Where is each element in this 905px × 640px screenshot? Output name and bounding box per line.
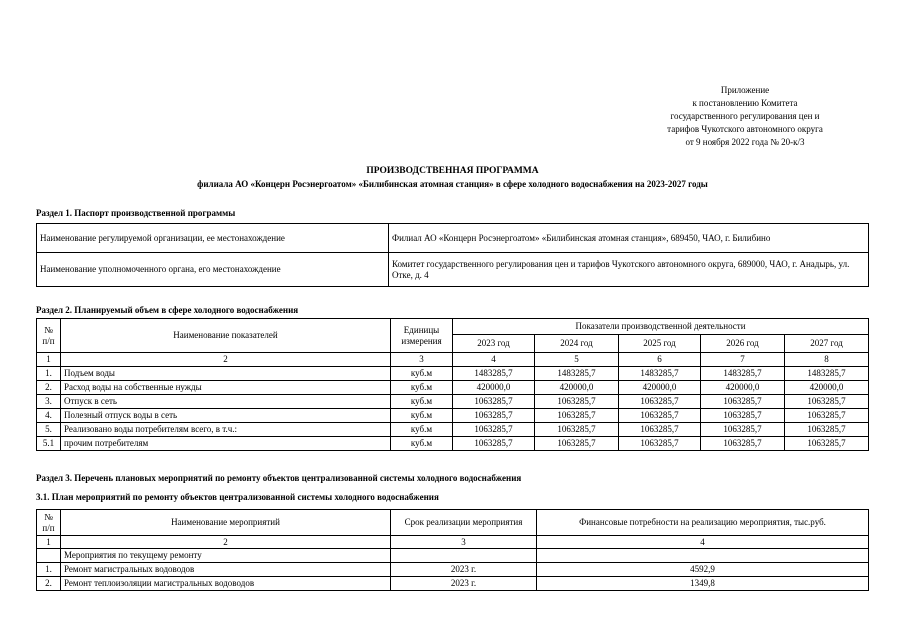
col-number: 4 (537, 536, 869, 549)
col-number: 4 (453, 353, 535, 367)
empty-cell (391, 549, 537, 563)
value-cell: 1063285,7 (619, 423, 701, 437)
unit-cell: куб.м (391, 367, 453, 381)
value-cell: 1063285,7 (785, 437, 869, 451)
finance-cell: 1349,8 (537, 577, 869, 591)
value-cell: 1063285,7 (453, 423, 535, 437)
column-number-row (37, 536, 869, 549)
year-header: 2026 год (701, 335, 785, 353)
column-number-row (37, 353, 869, 367)
table-row (37, 409, 869, 423)
appendix-line: Приложение (720, 85, 770, 95)
value-cell: 1063285,7 (453, 437, 535, 451)
row-number: 1. (37, 367, 61, 381)
unit-cell: куб.м (391, 381, 453, 395)
group-row (37, 549, 869, 563)
col-number: 5 (535, 353, 619, 367)
col-number: 7 (701, 353, 785, 367)
value-cell: 1063285,7 (785, 423, 869, 437)
row-number: 2. (37, 577, 61, 591)
document-subtitle: филиала АО «Концерн Росэнергоатом» «Билибинская атомная станция» в сфере холодного водоснабжения на 2023-2027 годы (197, 179, 708, 189)
unit-cell: куб.м (391, 437, 453, 451)
value-cell: 420000,0 (535, 381, 619, 395)
col-number: 1 (37, 353, 61, 367)
measure-name: Ремонт магистральных водоводов (61, 563, 391, 577)
passport-value: Филиал АО «Концерн Росэнергоатом» «Билибинская атомная станция», 689450, ЧАО, г. Билибино (389, 224, 869, 253)
appendix-line: государственного регулирования цен и (670, 111, 820, 121)
value-cell: 1063285,7 (785, 395, 869, 409)
indicator-name: Расход воды на собственные нужды (61, 381, 391, 395)
value-cell: 1483285,7 (619, 367, 701, 381)
row-number: 4. (37, 409, 61, 423)
value-cell: 1483285,7 (535, 367, 619, 381)
col-number: 2 (61, 536, 391, 549)
value-cell: 1063285,7 (453, 409, 535, 423)
value-cell: 420000,0 (453, 381, 535, 395)
table-row (37, 395, 869, 409)
section2-heading: Раздел 2. Планируемый объем в сфере холодного водоснабжения (36, 305, 299, 315)
section3-subheading: 3.1. План мероприятий по ремонту объектов централизованной системы холодного водоснабжения (36, 492, 439, 502)
table-row (37, 563, 869, 577)
value-cell: 1063285,7 (535, 437, 619, 451)
unit-cell: куб.м (391, 395, 453, 409)
col-number: 3 (391, 353, 453, 367)
col-name-header: Наименование показателей (61, 319, 391, 353)
period-cell: 2023 г. (391, 563, 537, 577)
section1-heading: Раздел 1. Паспорт производственной программы (36, 208, 236, 218)
table-header-row (37, 510, 869, 536)
appendix-note (600, 84, 890, 149)
passport-label: Наименование уполномоченного органа, его местонахождение (37, 253, 389, 287)
row-number: 2. (37, 381, 61, 395)
passport-label: Наименование регулируемой организации, ее местонахождение (37, 224, 389, 253)
table-row (37, 381, 869, 395)
col-num-header: № п/п (37, 510, 61, 536)
row-number: 1. (37, 563, 61, 577)
passport-value: Комитет государственного регулирования цен и тарифов Чукотского автономного округа, 689000, ЧАО, г. Анадырь, ул. Отке, д. 4 (389, 253, 869, 287)
year-header: 2027 год (785, 335, 869, 353)
col-unit-header: Единицы измерения (391, 319, 453, 353)
value-cell: 1483285,7 (785, 367, 869, 381)
value-cell: 1063285,7 (701, 409, 785, 423)
value-cell: 1063285,7 (701, 423, 785, 437)
unit-cell: куб.м (391, 423, 453, 437)
measures-table (36, 509, 869, 591)
value-cell: 1063285,7 (619, 395, 701, 409)
col-group-header: Показатели производственной деятельности (453, 319, 869, 335)
row-number: 5.1 (37, 437, 61, 451)
measure-name: Ремонт теплоизоляции магистральных водоводов (61, 577, 391, 591)
col-period-header: Срок реализации мероприятия (391, 510, 537, 536)
empty-cell (537, 549, 869, 563)
table-row (37, 253, 869, 287)
value-cell: 1063285,7 (535, 409, 619, 423)
col-number: 1 (37, 536, 61, 549)
appendix-line: к постановлению Комитета (692, 98, 798, 108)
value-cell: 1483285,7 (453, 367, 535, 381)
value-cell: 1063285,7 (535, 423, 619, 437)
value-cell: 420000,0 (785, 381, 869, 395)
col-finance-header: Финансовые потребности на реализацию мероприятия, тыс.руб. (537, 510, 869, 536)
value-cell: 1063285,7 (701, 395, 785, 409)
value-cell: 1063285,7 (535, 395, 619, 409)
group-num-cell (37, 549, 61, 563)
value-cell: 420000,0 (701, 381, 785, 395)
document-title: ПРОИЗВОДСТВЕННАЯ ПРОГРАММА (366, 166, 539, 176)
table-row (37, 437, 869, 451)
value-cell: 420000,0 (619, 381, 701, 395)
value-cell: 1063285,7 (785, 409, 869, 423)
col-num-header: № п/п (37, 319, 61, 353)
passport-table (36, 223, 869, 287)
section3-heading: Раздел 3. Перечень плановых мероприятий по ремонту объектов централизованной системы холодного водоснабжения (36, 473, 522, 483)
volume-table (36, 318, 869, 451)
appendix-line: от 9 ноября 2022 года № 20-к/3 (685, 137, 805, 147)
col-number: 6 (619, 353, 701, 367)
col-number: 2 (61, 353, 391, 367)
value-cell: 1063285,7 (701, 437, 785, 451)
indicator-name: Полезный отпуск воды в сеть (61, 409, 391, 423)
year-header: 2025 год (619, 335, 701, 353)
table-row (37, 577, 869, 591)
table-row (37, 423, 869, 437)
period-cell: 2023 г. (391, 577, 537, 591)
year-header: 2024 год (535, 335, 619, 353)
value-cell: 1483285,7 (701, 367, 785, 381)
indicator-name: Реализовано воды потребителям всего, в т.ч.: (61, 423, 391, 437)
indicator-name: Подъем воды (61, 367, 391, 381)
indicator-name: Отпуск в сеть (61, 395, 391, 409)
value-cell: 1063285,7 (619, 437, 701, 451)
unit-cell: куб.м (391, 409, 453, 423)
col-number: 3 (391, 536, 537, 549)
value-cell: 1063285,7 (619, 409, 701, 423)
finance-cell: 4592,9 (537, 563, 869, 577)
table-row (37, 367, 869, 381)
table-row (37, 224, 869, 253)
year-header: 2023 год (453, 335, 535, 353)
row-number: 5. (37, 423, 61, 437)
indicator-name: прочим потребителям (61, 437, 391, 451)
col-number: 8 (785, 353, 869, 367)
group-label: Мероприятия по текущему ремонту (61, 549, 391, 563)
row-number: 3. (37, 395, 61, 409)
appendix-line: тарифов Чукотского автономного округа (667, 124, 823, 134)
col-name-header: Наименование мероприятий (61, 510, 391, 536)
value-cell: 1063285,7 (453, 395, 535, 409)
table-header-row (37, 319, 869, 335)
